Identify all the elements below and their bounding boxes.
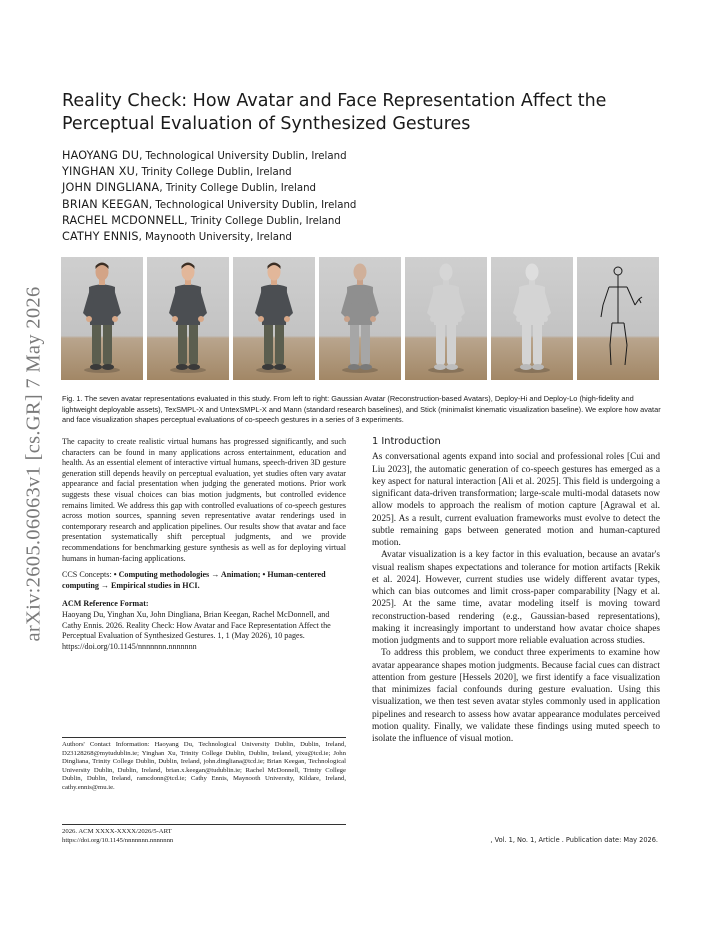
- avatar-panel-untexsmpl-x: [405, 257, 487, 380]
- introduction-paragraph: As conversational agents expand into social and professional roles [Cui and Liu 2023], the automatic generation of co-speech gestures has emerged as a key aspect for natural interaction [Ali et al. 2025]. This field is undergoing a significant data-driven transformation; large-scale multi-modal datasets now allow models to approach the realism of motion capture [Agrawal et al. 2025]. As a result, current evaluation frameworks must evolve to detect the subtle remaining gaps between generated motion and human-captured motion.: [372, 452, 660, 548]
- avatar-panel-mann: [491, 257, 573, 380]
- section-heading-introduction: 1 Introduction: [372, 436, 441, 447]
- author-entry: [62, 164, 662, 180]
- author-affiliation: , Technological University Dublin, Ireland: [139, 151, 347, 162]
- arxiv-stamp: arXiv:2605.06063v1 [cs.GR] 7 May 2026: [22, 286, 45, 642]
- author-name: HAOYANG DU: [62, 149, 140, 162]
- introduction-paragraph: To address this problem, we conduct three experiments to examine how avatar appearance shapes motion judgments. Because facial cues can distract attention from gesture [Hessels 2020], we first identify a face visualization that minimizes facial confounds during gesture evaluation. Using this visualization, we then test seven avatar styles commonly used in application pipelines and research to assess how avatar appearance modulates perceived motion quality. Finally, we validate these findings using muted speech to isolate the influence of visual motion.: [372, 648, 660, 744]
- author-affiliation: , Technological University Dublin, Ireland: [148, 199, 357, 211]
- right-column: [372, 436, 660, 745]
- author-entry: [62, 197, 662, 213]
- avatar-figure: [233, 257, 315, 380]
- author-entry: [62, 148, 662, 164]
- author-name: YINGHAN XU: [62, 165, 136, 179]
- introduction-paragraph: Avatar visualization is a key factor in this evaluation, because an avatar's visual realism shapes expectations and tolerance for motion artifacts [Rekik et al. 2024]. However, current studies use widely different avatar types, which can bias outcomes and limit cross-paper comparability [Nagy et al. 2025]. At the same time, avatar modeling itself is moving toward reconstruction-based rendering (e.g., Gaussian-based representations), making it increasingly important to understand how avatar choice shapes motion judgments and to support more reliable evaluation across studies.: [372, 550, 660, 646]
- avatar-figure: [491, 257, 573, 380]
- avatar-panel-gaussian-avatar: [61, 257, 143, 380]
- contact-info: Authors' Contact Information: Haoyang Du, Technological University Dublin, Dublin, Ireland, D23128268@mytudublin.ie; Yinghan Xu, Trinity College Dublin, Dublin, Ireland, yixu@tcd.ie; John Dingliana, Trinity College Dublin, Dublin, Ireland, john.dingliana@tcd.ie; Brian Keegan, Technological University Dublin, Dublin, Ireland, brian.x.keegan@tudublin.ie; Rachel McDonnell, Trinity College Dublin, Dublin, Ireland, ramcdonn@tcd.ie; Cathy Ennis, Maynooth University, Kildare, Ireland, cathy.ennis@mu.ie.: [62, 737, 346, 792]
- author-affiliation: , Trinity College Dublin, Ireland: [159, 183, 317, 195]
- avatar-panel-deploy-lo: [233, 257, 315, 380]
- avatar-figure: [405, 257, 487, 380]
- copyright-line: 2026. ACM XXXX-XXXX/2026/5-ART: [62, 828, 172, 835]
- avatar-figure: [577, 257, 659, 380]
- reference-heading: ACM Reference Format:: [62, 599, 149, 609]
- avatar-panel-texsmpl-x: [319, 257, 401, 380]
- copyright-block: [62, 824, 346, 845]
- author-entry: [62, 180, 662, 196]
- author-name: JOHN DINGLIANA: [62, 181, 160, 195]
- avatar-figure: [147, 257, 229, 380]
- author-affiliation: , Trinity College Dublin, Ireland: [135, 167, 292, 179]
- introduction-body: [372, 451, 660, 745]
- figure-caption: Fig. 1. The seven avatar representations evaluated in this study. From left to right: Gaussian Avatar (Reconstruction-based Avatars), Deploy-Hi and Deploy-Lo (high-fidelity and lightweight deployable assets), TexSMPL-X and UntexSMPL-X and Mann (standard research baselines), and Stick (minimalist kinematic visualization baseline). We explore how avatar and face visualization shapes perceptual evaluations of co-speech gestures in a series of 3 experiments.: [62, 394, 661, 424]
- teaser-figure: [61, 257, 659, 380]
- author-affiliation: , Trinity College Dublin, Ireland: [184, 215, 341, 227]
- author-entry: [62, 229, 662, 245]
- ccs-label: CCS Concepts:: [62, 570, 114, 580]
- doi-link[interactable]: https://doi.org/10.1145/nnnnnnn.nnnnnnn: [62, 836, 174, 844]
- ccs-concepts: [62, 570, 346, 591]
- author-entry: [62, 213, 662, 229]
- left-column: [62, 437, 346, 652]
- page-footer: , Vol. 1, No. 1, Article . Publication date: May 2026.: [490, 836, 658, 844]
- reference-text: Haoyang Du, Yinghan Xu, John Dingliana, Brian Keegan, Rachel McDonnell, and Cathy Ennis. 2026. Reality Check: How Avatar and Face Representation Affect the Perceptual Evaluation of Synthesized Gestures. 1, 1 (May 2026), 10 pages. https://doi.org/10.1145/nnnnnnn.nnnnnnn: [62, 609, 331, 651]
- ccs-text: • Computing methodologies → Animation; • Human-centered computing → Empirical studies in HCI.: [62, 570, 326, 590]
- abstract: The capacity to create realistic virtual humans has progressed significantly, and such characters can be found in many applications across entertainment, education and health. As an essential element of interactive virtual humans, speech-driven 3D gesture generation still depends heavily on perceptual evaluation, yet studies often vary avatar appearance and facial presentation when judging the generated motions. Prior work suggests these visual choices can bias motion judgments, but controlled evidence remains limited. We address this gap with controlled evaluations of co-speech gestures across motion sources, spanning seven representative avatar renderings used in contemporary research and application pipelines. Our results show that avatar and face presentation systematically shift perceptual judgments, and we provide recommendations for benchmarking gesture synthesis as well as for deploying virtual humans in human-facing applications.: [62, 437, 346, 563]
- avatar-panel-stick: [577, 257, 659, 380]
- author-name: BRIAN KEEGAN: [62, 197, 149, 211]
- paper-title: Reality Check: How Avatar and Face Representation Affect the Perceptual Evaluation of Synthesized Gestures: [62, 91, 607, 134]
- avatar-figure: [319, 257, 401, 380]
- author-name: RACHEL MCDONNELL: [62, 213, 185, 227]
- author-affiliation: , Maynooth University, Ireland: [138, 232, 292, 244]
- avatar-figure: [61, 257, 143, 380]
- avatar-panel-deploy-hi: [147, 257, 229, 380]
- author-name: CATHY ENNIS: [62, 230, 139, 244]
- author-list: [62, 148, 662, 245]
